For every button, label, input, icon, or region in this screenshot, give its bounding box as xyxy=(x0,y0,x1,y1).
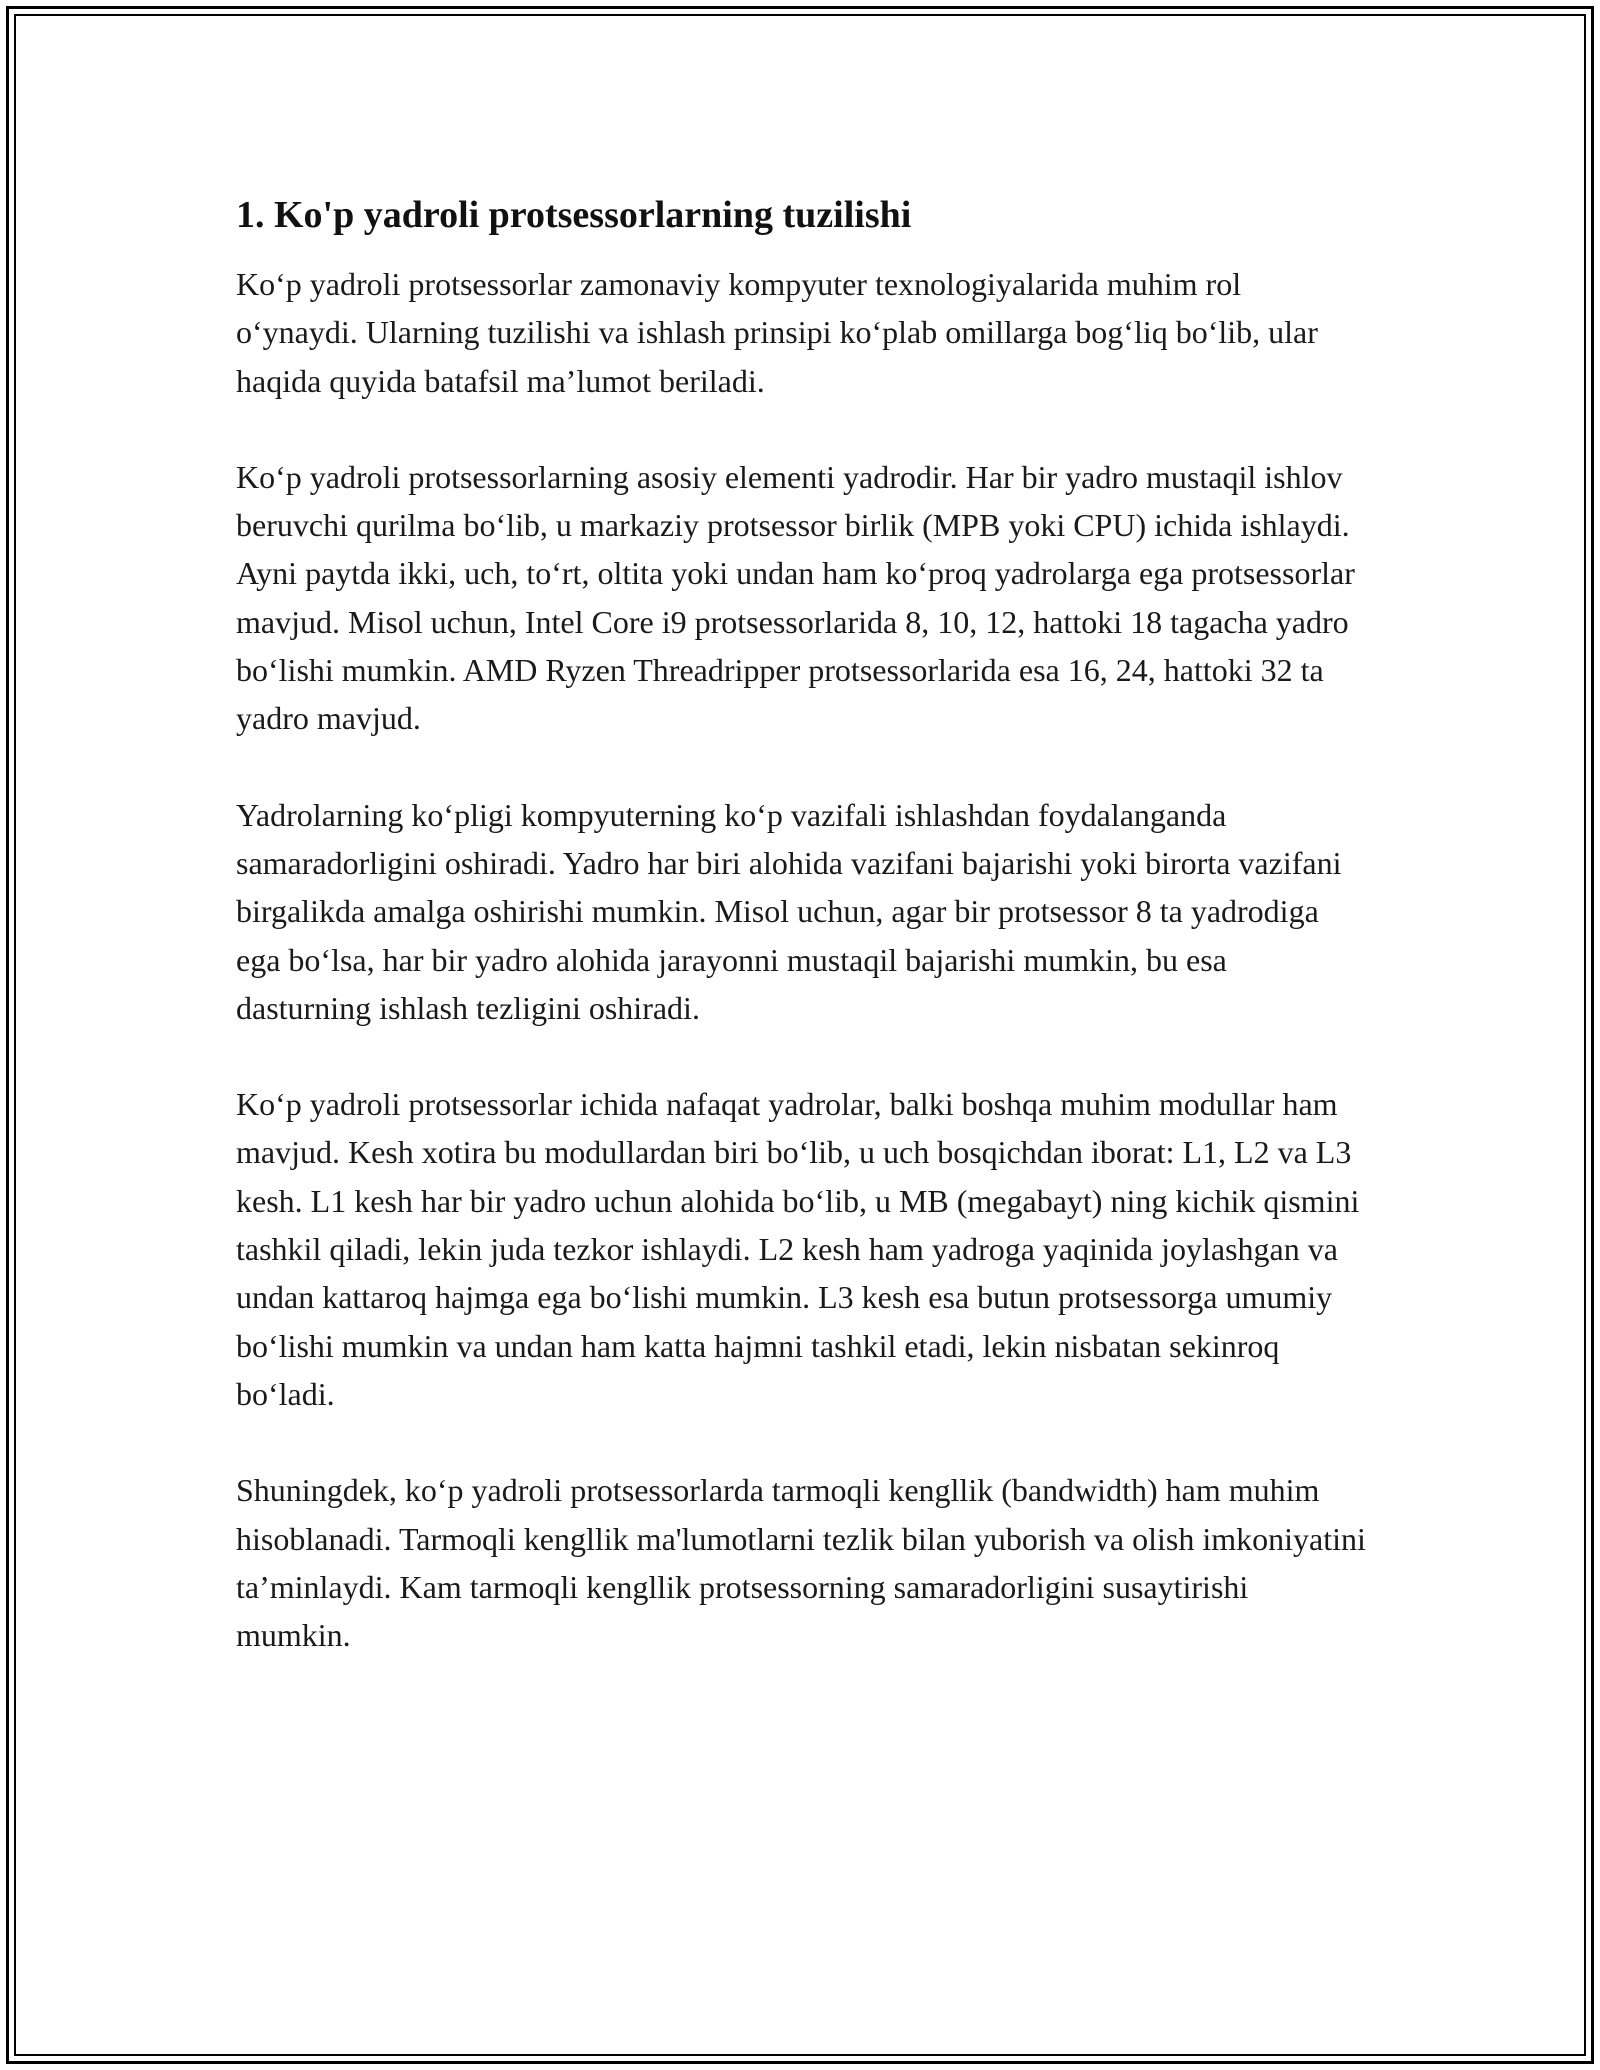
document-body xyxy=(236,188,1366,1707)
paragraph-multitasking: Yadrolarning ko‘pligi kompyuterning ko‘p vazifali ishlashdan foydalanganda samaradorligini oshiradi. Yadro har biri alohida vazifani bajarishi yoki birorta vazifani birgalikda amalga oshirishi mumkin. Misol uchun, agar bir protsessor 8 ta yadrodiga ega bo‘lsa, har bir yadro alohida jarayonni mustaqil bajarishi mumkin, bu esa dasturning ishlash tezligini oshiradi. xyxy=(236,796,1342,1026)
section-title: 1. Ko'p yadroli protsessorlarning tuzilishi xyxy=(236,194,912,236)
paragraph-cache: Ko‘p yadroli protsessorlar ichida nafaqat yadrolar, balki boshqa muhim modullar ham mavjud. Kesh xotira bu modullardan biri bo‘lib, u uch bosqichdan iborat: L1, L2 va L3 kesh. L1 kesh har bir yadro uchun alohida bo‘lib, u MB (megabayt) ning kichik qismini tashkil qiladi, lekin juda tezkor ishlaydi. L2 kesh ham yadroga yaqinida joylashgan va undan kattaroq hajmga ega bo‘lishi mumkin. L3 kesh esa butun protsessorga umumiy bo‘lishi mumkin va undan ham katta hajmni tashkil etadi, lekin nisbatan sekinroq bo‘ladi. xyxy=(236,1086,1360,1412)
paragraph-bandwidth: Shuningdek, ko‘p yadroli protsessorlarda tarmoqli kengllik (bandwidth) ham muhim hisoblanadi. Tarmoqli kengllik ma'lumotlarni tezlik bilan yuborish va olish imkoniyatini ta’minlaydi. Kam tarmoqli kengllik protsessorning samaradorligini susaytirishi mumkin. xyxy=(236,1472,1366,1654)
paragraph-cores: Ko‘p yadroli protsessorlarning asosiy elementi yadrodir. Har bir yadro mustaqil ishlov beruvchi qurilma bo‘lib, u markaziy protsessor birlik (MPB yoki CPU) ichida ishlaydi. Ayni paytda ikki, uch, to‘rt, oltita yoki undan ham ko‘proq yadrolarga ega protsessorlar mavjud. Misol uchun, Intel Core i9 protsessorlarida 8, 10, 12, hattoki 18 tagacha yadro bo‘lishi mumkin. AMD Ryzen Threadripper protsessorlarida esa 16, 24, hattoki 32 ta yadro mavjud. xyxy=(236,458,1355,737)
paragraph-intro: Ko‘p yadroli protsessorlar zamonaviy kompyuter texnologiyalarida muhim rol o‘ynaydi. Ularning tuzilishi va ishlash prinsipi ko‘plab omillarga bog‘liq bo‘lib, ular haqida quyida batafsil ma’lumot beriladi. xyxy=(236,266,1318,399)
